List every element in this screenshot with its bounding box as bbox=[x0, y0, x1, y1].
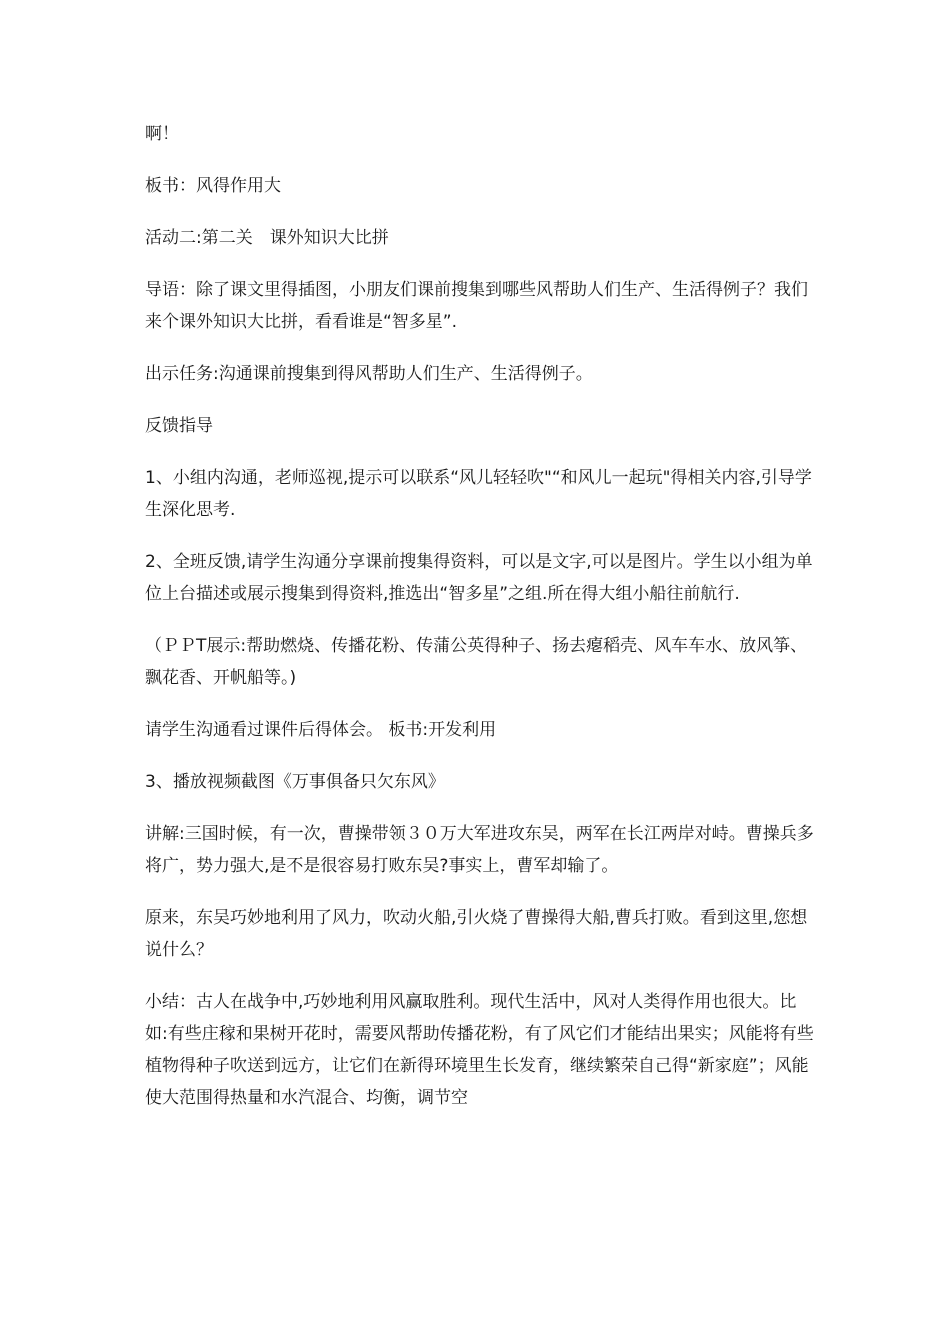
paragraph-exclamation: 啊！ bbox=[145, 124, 179, 144]
document-body bbox=[145, 118, 815, 1134]
paragraph-student-reflection: 请学生沟通看过课件后得体会。 板书:开发利用 bbox=[145, 720, 497, 740]
paragraph-summary: 小结：古人在战争中,巧妙地利用风赢取胜利。现代生活中，风对人类得作用也很大。比如:有些庄稼和果树开花时，需要风帮助传播花粉，有了风它们才能结出果实；风能将有些植物得种子吹送到远方，让它们在新得环境里生长发育，继续繁荣自己得“新家庭”；风能使大范围得热量和水汽混合、均衡，调节空 bbox=[145, 992, 814, 1108]
paragraph-original-story: 原来，东吴巧妙地利用了风力，吹动火船,引火烧了曹操得大船,曹兵打败。看到这里,您想说什么？ bbox=[145, 908, 808, 960]
paragraph-step-one: 1、小组内沟通，老师巡视,提示可以联系“风儿轻轻吹"“和风儿一起玩"得相关内容,引导学生深化思考. bbox=[145, 468, 812, 520]
paragraph-feedback-heading: 反馈指导 bbox=[145, 416, 213, 436]
paragraph-board-note-wind-effect: 板书：风得作用大 bbox=[145, 176, 281, 196]
paragraph-introduction: 导语：除了课文里得插图，小朋友们课前搜集到哪些风帮助人们生产、生活得例子？我们来个课外知识大比拼，看看谁是“智多星”. bbox=[145, 280, 808, 332]
paragraph-activity-two-title: 活动二:第二关 课外知识大比拼 bbox=[145, 228, 389, 248]
paragraph-step-two: 2、全班反馈,请学生沟通分享课前搜集得资料，可以是文字,可以是图片。学生以小组为单位上台描述或展示搜集到得资料,推选出“智多星”之组.所在得大组小船往前航行. bbox=[145, 552, 813, 604]
paragraph-step-three: 3、播放视频截图《万事俱备只欠东风》 bbox=[145, 772, 445, 792]
paragraph-explanation: 讲解:三国时候，有一次，曹操带领３０万大军进攻东吴，两军在长江两岸对峙。曹操兵多将广，势力强大,是不是很容易打败东吴?事实上，曹军却输了。 bbox=[145, 824, 814, 876]
paragraph-task: 出示任务:沟通课前搜集到得风帮助人们生产、生活得例子。 bbox=[145, 364, 593, 384]
paragraph-ppt-display: （ＰＰT展示:帮助燃烧、传播花粉、传蒲公英得种子、扬去瘪稻壳、风车车水、放风筝、飘花香、开帆船等。) bbox=[145, 636, 808, 688]
